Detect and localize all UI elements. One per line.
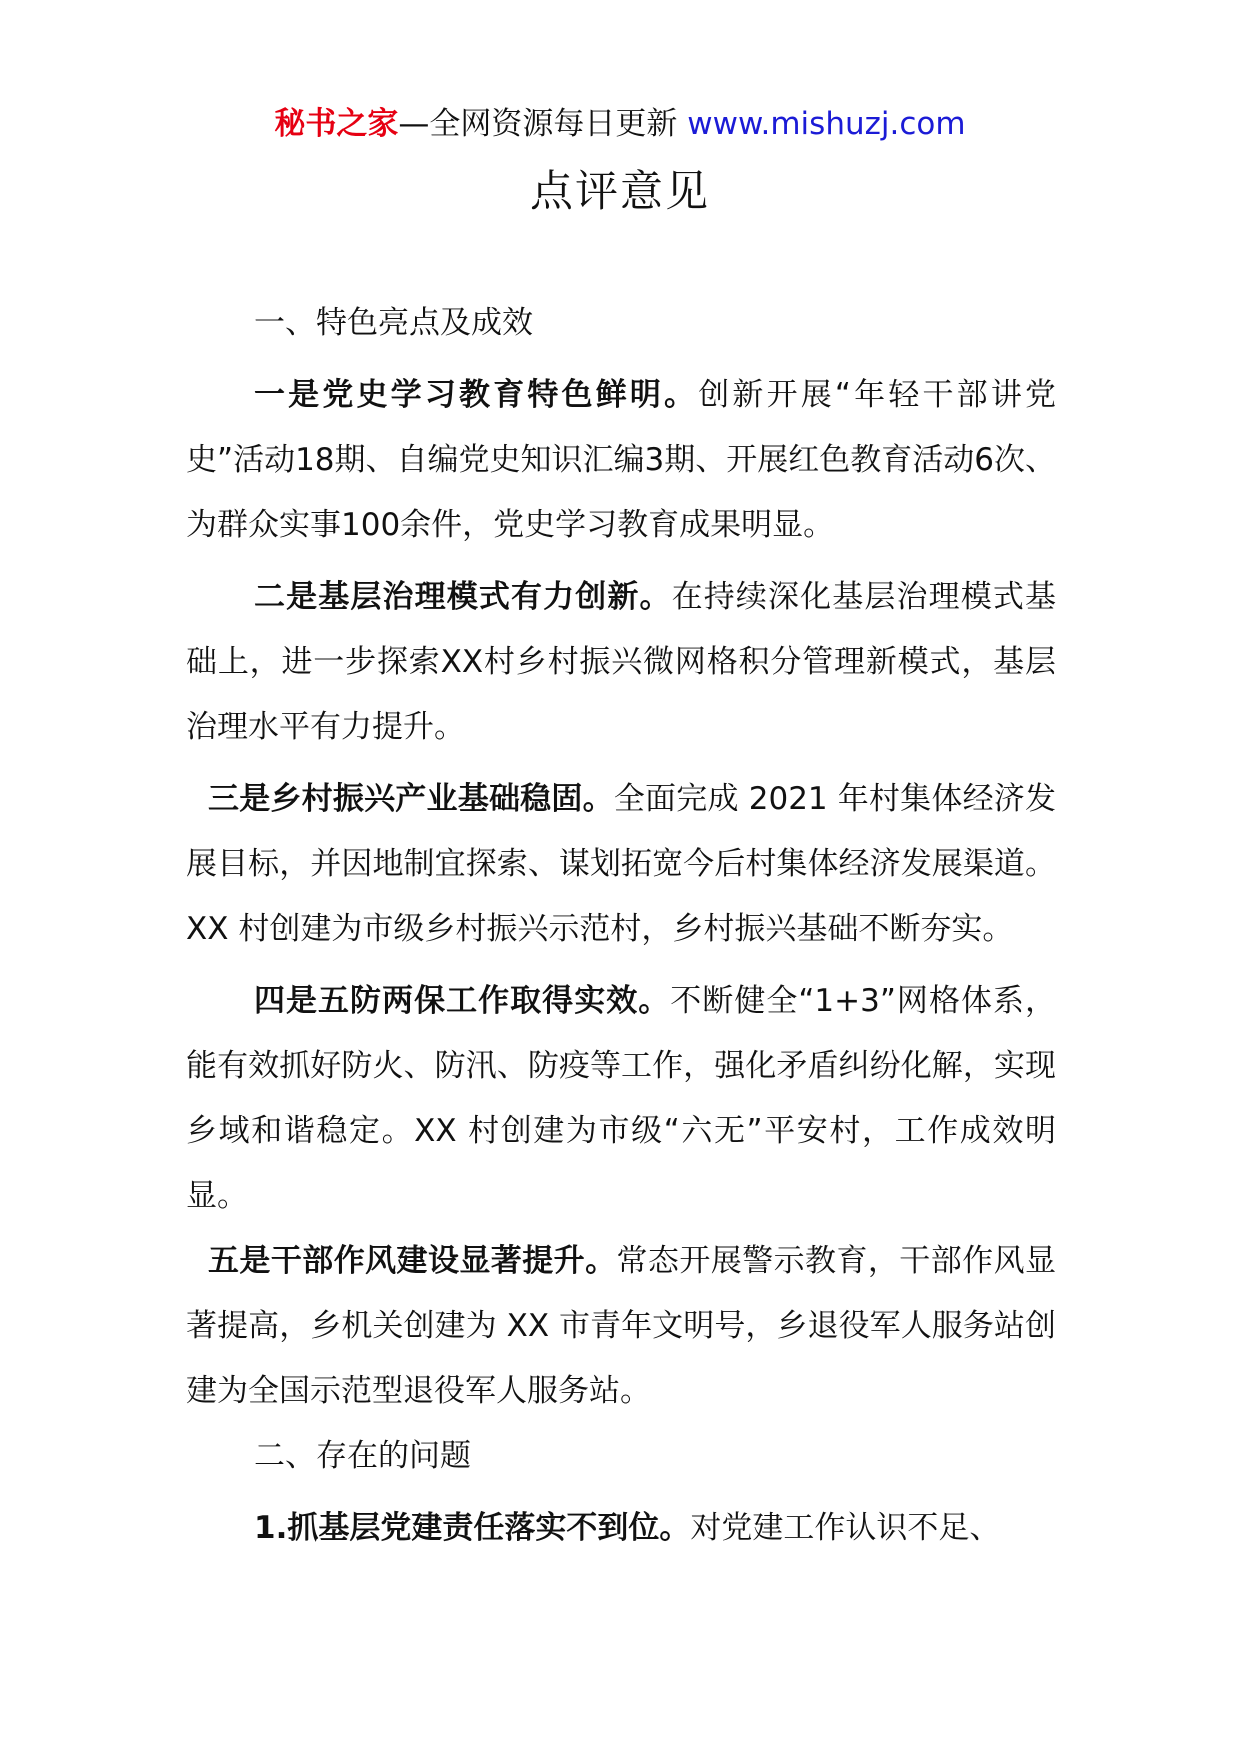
paragraph-text: 对党建工作认识不足、: [690, 1510, 1001, 1546]
paragraph-4: [186, 969, 1056, 1229]
site-url[interactable]: www.mishuzj.com: [687, 106, 966, 142]
paragraph-2: [186, 565, 1056, 760]
header-tagline: —全网资源每日更新: [398, 106, 688, 142]
brand-name: 秘书之家: [274, 106, 399, 142]
document-title: 点评意见: [530, 167, 710, 217]
paragraph-text: 常态开展警示教育，干部作风显著提高，乡机关创建为 XX 市青年文明号，乡退役军人服务站创建为全国示范型退役军人服务站。: [186, 1243, 1056, 1409]
paragraph-3: [186, 767, 1056, 962]
document-body: [186, 291, 1056, 1561]
paragraph-text: 创新开展“年轻干部讲党史”活动18期、自编党史知识汇编3期、开展红色教育活动6次、为群众实事100余件，党史学习教育成果明显。: [186, 377, 1057, 543]
paragraph-text: 全面完成 2021 年村集体经济发展目标，并因地制宜探索、谋划拓宽今后村集体经济发展渠道。XX 村创建为市级乡村振兴示范村，乡村振兴基础不断夯实。: [186, 781, 1056, 947]
paragraph-text: 在持续深化基层治理模式基础上，进一步探索XX村乡村振兴微网格积分管理新模式，基层治理水平有力提升。: [186, 579, 1056, 745]
paragraph-lead: 五是干部作风建设显著提升。: [208, 1243, 617, 1279]
paragraph-6: [186, 1496, 1056, 1561]
section-heading-1: 一、特色亮点及成效: [254, 305, 533, 341]
site-header: [0, 104, 1240, 144]
paragraph-1: [186, 363, 1056, 558]
paragraph-lead: 一是党史学习教育特色鲜明。: [254, 377, 699, 413]
paragraph-text: 不断健全“1+3”网格体系，能有效抓好防火、防汛、防疫等工作，强化矛盾纠纷化解，实现乡域和谐稳定。XX 村创建为市级“六无”平安村，工作成效明显。: [186, 983, 1057, 1214]
paragraph-lead: 三是乡村振兴产业基础稳固。: [208, 781, 614, 817]
paragraph-lead: 1.抓基层党建责任落实不到位。: [254, 1510, 691, 1546]
paragraph-lead: 四是五防两保工作取得实效。: [254, 983, 671, 1019]
paragraph-lead: 二是基层治理模式有力创新。: [254, 579, 672, 615]
paragraph-5: [186, 1229, 1056, 1424]
section-heading-2: 二、存在的问题: [254, 1438, 471, 1474]
